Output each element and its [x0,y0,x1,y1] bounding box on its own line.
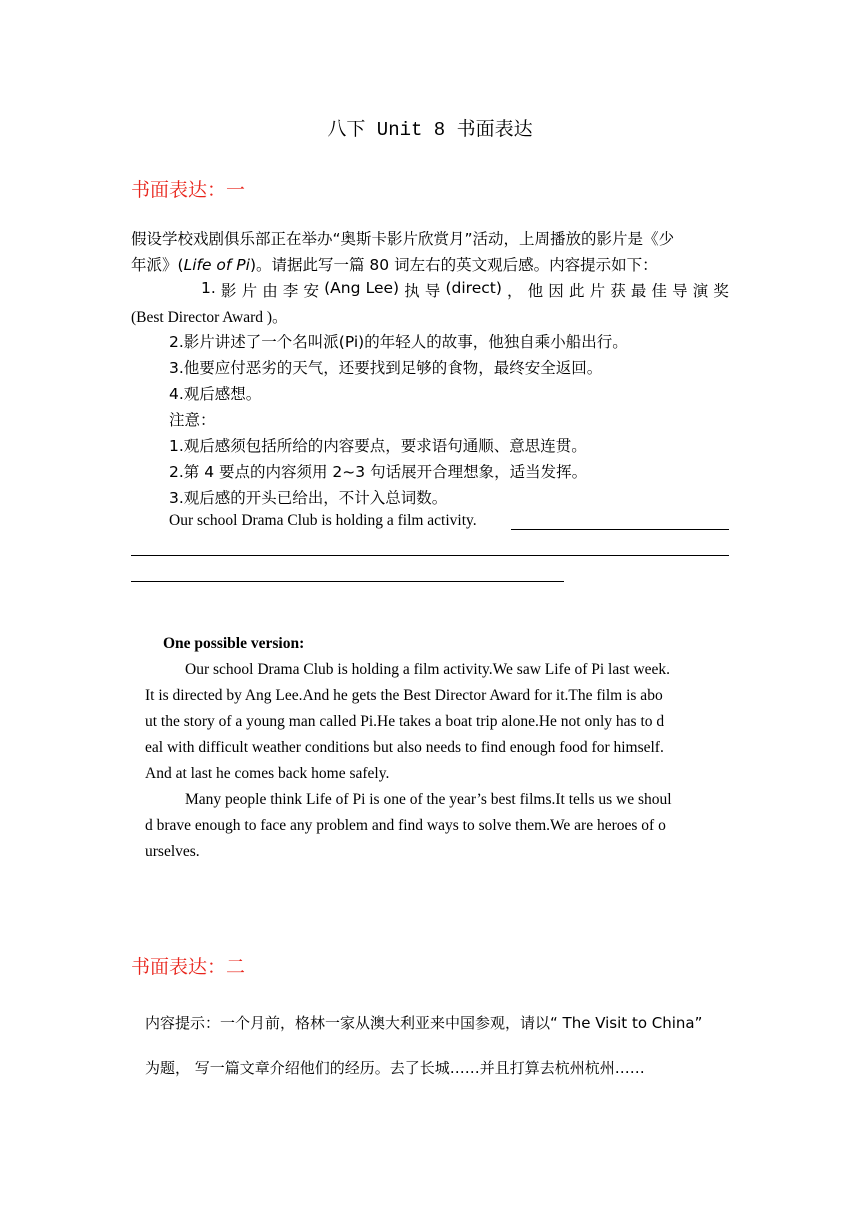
point1-word: ， [507,282,523,300]
point1-word: Lee) [365,279,400,297]
point1-word: 导 [672,282,688,300]
note1: 1.观后感须包括所给的内容要点，要求语句通顺、意思连贯。 [169,437,587,455]
point1-word: 由 [262,282,278,300]
point1-word: 导 [424,282,441,300]
sample-line: urselves. [145,843,200,860]
answer-line-3 [131,581,564,582]
point1-word: 此 [568,282,585,300]
point1-word: 李 [282,282,299,300]
point1-word: 奖 [713,282,729,300]
point3: 3.他要应付恶劣的天气，还要找到足够的食物，最终安全返回。 [169,359,603,377]
section2-line1: 内容提示：一个月前，格林一家从澳大利亚来中国参观，请以“ The Visit to China” [145,1014,703,1032]
section2-line2: 为题， 写一篇文章介绍他们的经历。去了长城……并且打算去杭州杭州…… [145,1059,645,1077]
point1-line2: (Best Director Award )。 [131,309,288,326]
opening-sentence: Our school Drama Club is holding a film activity. [169,512,477,529]
intro-line2-b: )。请据此写一篇 80 词左右的英文观后感。内容提示如下： [249,256,658,274]
point1-word: 他 [527,282,544,300]
note3: 3.观后感的开头已给出，不计入总词数。 [169,489,448,507]
point1-word: 因 [548,282,564,300]
title-suffix: 书面表达 [456,118,533,140]
section1-heading: 书面表达：一 [131,179,246,201]
point4: 4.观后感想。 [169,385,262,403]
sample-line: ut the story of a young man called Pi.He takes a boat trip alone.He not only has to d [145,713,665,730]
point1-word: 佳 [651,282,668,300]
point2: 2.影片讲述了一个名叫派(Pi)的年轻人的故事，他独自乘小船出行。 [169,333,628,351]
page-title [0,114,860,141]
point1-word: 1. [201,279,216,297]
sample-line: And at last he comes back home safely. [145,765,390,782]
answer-line-1 [511,529,729,530]
sample-label: One possible version: [163,635,305,652]
point1-word: 执 [404,282,420,300]
point1-word: 最 [630,282,647,300]
point1-word: (direct) [445,279,502,297]
note2: 2.第 4 要点的内容须用 2~3 句话展开合理想象，适当发挥。 [169,463,588,481]
point1-line1 [201,279,729,301]
title-prefix: 八下 [327,118,366,140]
point1-word: 安 [303,282,319,300]
intro-line2-a: 年派》( [131,256,184,274]
point1-word: 影 [220,282,237,300]
note-label: 注意： [169,411,216,429]
point1-word: 片 [589,282,606,300]
sample-line: d brave enough to face any problem and find ways to solve them.We are heroes of o [145,817,666,834]
film-title-italic: Life of Pi [183,256,250,274]
sample-line: Many people think Life of Pi is one of the year’s best films.It tells us we shoul [185,791,672,808]
sample-line: Our school Drama Club is holding a film activity.We saw Life of Pi last week. [185,661,671,678]
section2-heading: 书面表达：二 [131,956,246,978]
answer-line-2 [131,555,729,556]
sample-line: It is directed by Ang Lee.And he gets the Best Director Award for it.The film is abo [145,687,663,704]
intro-line1: 假设学校戏剧俱乐部正在举办“奥斯卡影片欣赏月”活动，上周播放的影片是《少 [131,230,675,248]
title-unit: Unit 8 [365,119,457,141]
point1-word: (Ang [324,279,361,297]
intro-line2 [131,253,658,275]
sample-line: eal with difficult weather conditions but also needs to find enough food for himself. [145,739,664,756]
point1-word: 片 [241,282,258,300]
point1-word: 演 [692,282,709,300]
point1-word: 获 [610,282,626,300]
